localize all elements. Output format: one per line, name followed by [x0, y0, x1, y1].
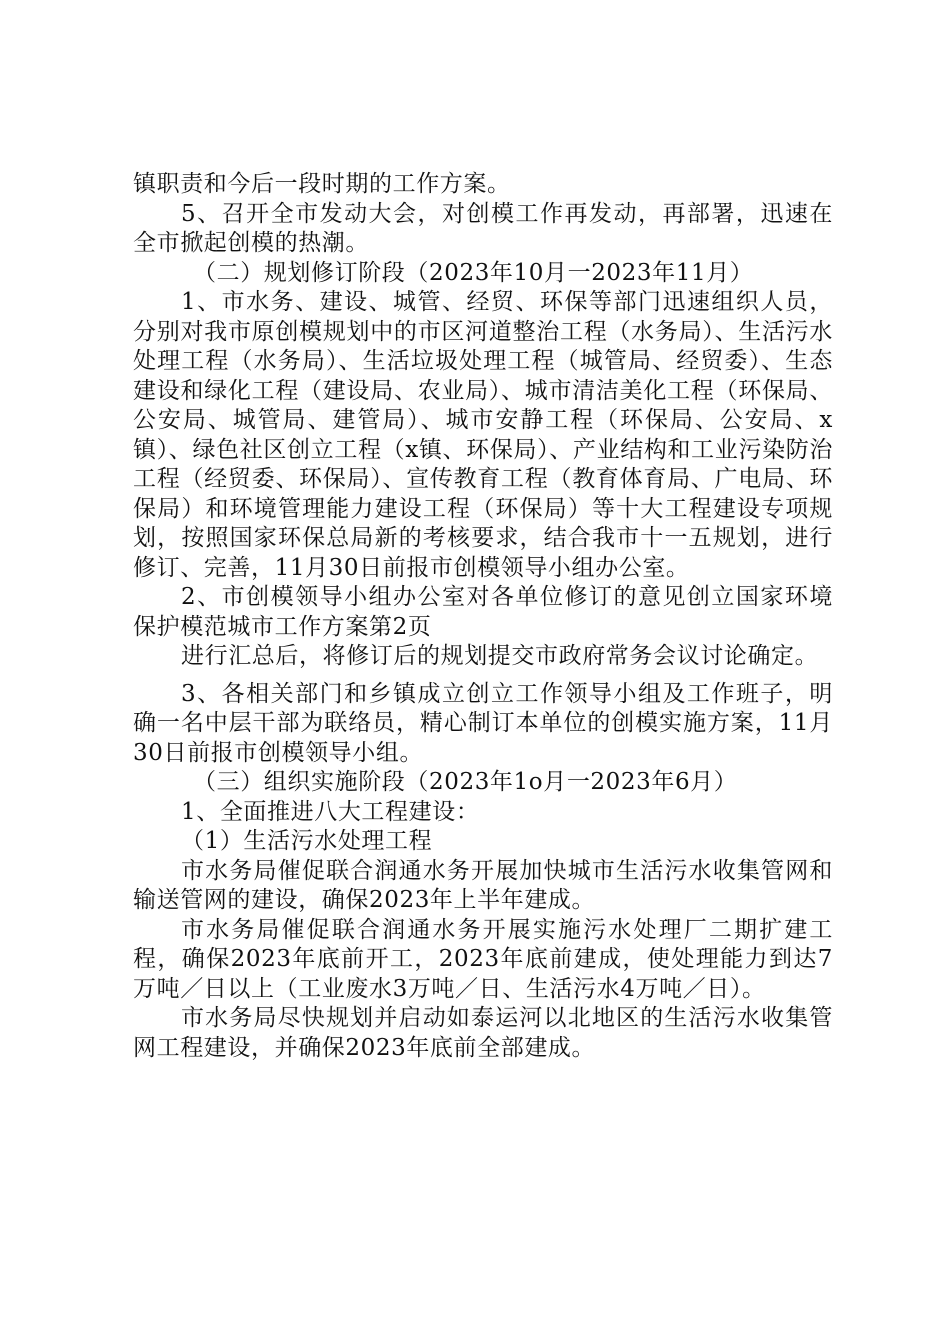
paragraph-item-5: 5、召开全市发动大会，对创模工作再发动，再部署，迅速在全市掀起创模的热潮。	[133, 200, 833, 256]
section-heading-2: （二）规划修订阶段（2023年10月一2023年11月）	[193, 259, 754, 286]
document-body	[133, 170, 833, 1063]
section-heading-3: （三）组织实施阶段（2023年1o月一2023年6月）	[193, 769, 738, 795]
paragraph-item-2-continued: 进行汇总后，将修订后的规划提交市政府常务会议讨论确定。	[181, 643, 819, 669]
paragraph-continuation: 镇职责和今后一段时期的工作方案。	[133, 171, 511, 197]
paragraph-item-2: 2、市创模领导小组办公室对各单位修订的意见创立国家环境保护模范城市工作方案第2页	[133, 584, 833, 640]
paragraph-item-1: 1、市水务、建设、城管、经贸、环保等部门迅速组织人员，分别对我市原创模规划中的市区河道整治工程（水务局）、生活污水处理工程（水务局）、生活垃圾处理工程（城管局、经贸委）、生态建设和绿化工程（建设局、农业局）、城市清洁美化工程（环保局、公安局、城管局、建管局）、城市安静工程（环保局、公安局、x镇）、绿色社区创立工程（x镇、环保局）、产业结构和工业污染防治工程（经贸委、环保局）、宣传教育工程（教育体育局、广电局、环保局）和环境管理能力建设工程（环保局）等十大工程建设专项规划，按照国家环保总局新的考核要求，结合我市十一五规划，进行修订、完善，11月30日前报市创模领导小组办公室。	[133, 289, 833, 581]
paragraph-north-network: 市水务局尽快规划并启动如泰运河以北地区的生活污水收集管网工程建设，并确保2023年底前全部建成。	[133, 1005, 833, 1061]
paragraph-item-3: 3、各相关部门和乡镇成立创立工作领导小组及工作班子，明确一名中层干部为联络员，精心制订本单位的创模实施方案，11月30日前报市创模领导小组。	[133, 680, 833, 766]
subheading-sewage-treatment: （1）生活污水处理工程	[181, 828, 433, 854]
paragraph-treatment-plant: 市水务局催促联合润通水务开展实施污水处理厂二期扩建工程，确保2023年底前开工，2023年底前建成，使处理能力到达7万吨／日以上（工业废水3万吨／日、生活污水4万吨／日）。	[133, 916, 833, 1002]
paragraph-item-1-projects: 1、全面推进八大工程建设：	[181, 798, 480, 825]
paragraph-sewage-network: 市水务局催促联合润通水务开展加快城市生活污水收集管网和输送管网的建设，确保2023年上半年建成。	[133, 857, 833, 913]
